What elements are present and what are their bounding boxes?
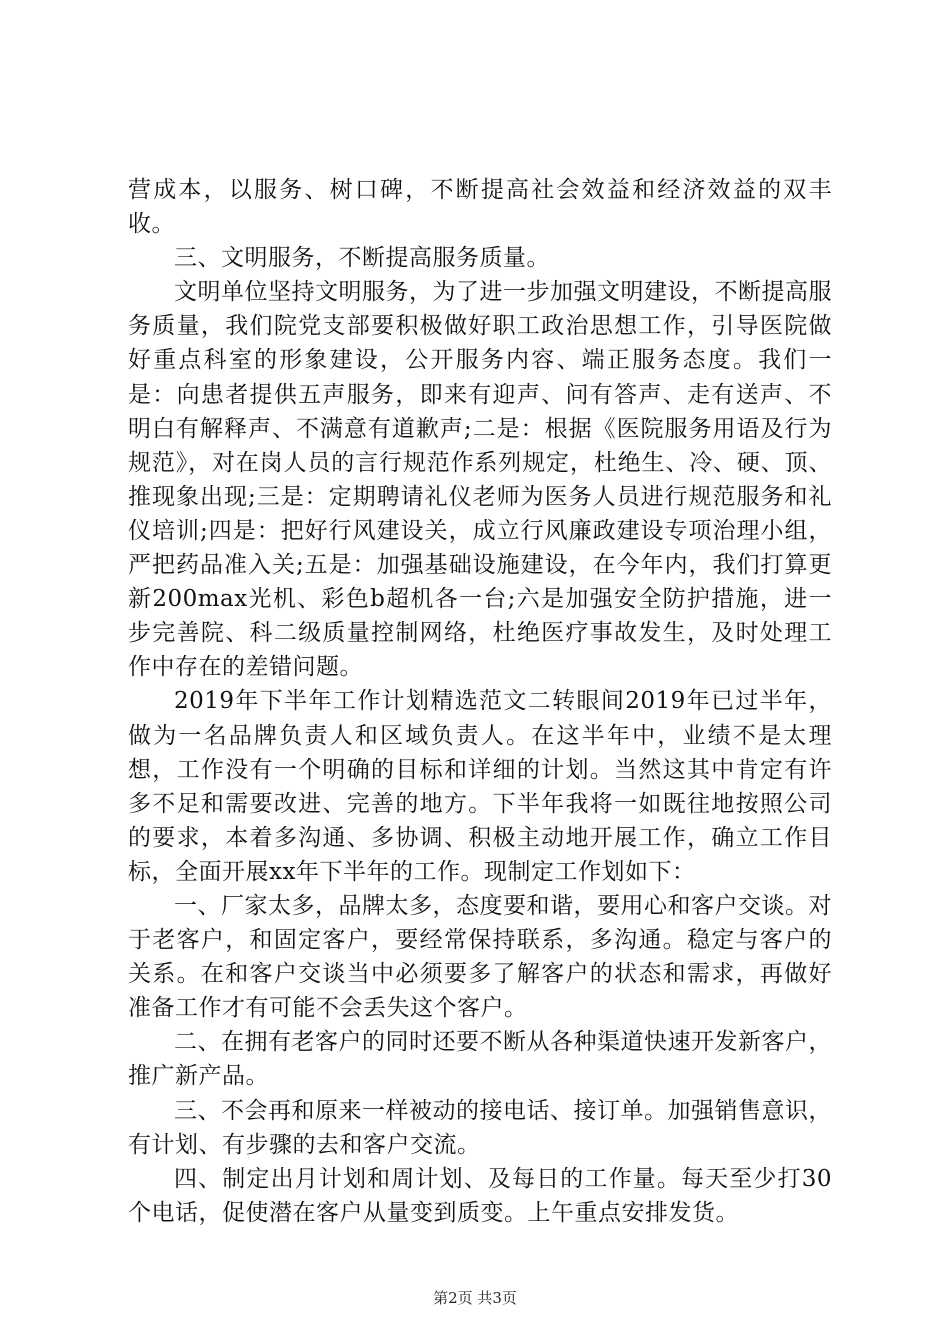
paragraph-item-two: 二、在拥有老客户的同时还要不断从各种渠道快速开发新客户，推广新产品。 — [128, 1029, 832, 1090]
paragraph-item-one: 一、厂家太多，品牌太多，态度要和谐，要用心和客户交谈。对于老客户，和固定客户，要经常保持联系，多沟通。稳定与客户的关系。在和客户交谈当中必须要多了解客户的状态和需求，再做好准备工作才有可能不会丢失这个客户。 — [128, 892, 832, 1022]
paragraph-item-three: 三、不会再和原来一样被动的接电话、接订单。加强销售意识，有计划、有步骤的去和客户交流。 — [128, 1097, 832, 1158]
paragraph-item-four: 四、制定出月计划和周计划、及每日的工作量。每天至少打30个电话，促使潜在客户从量变到质变。上午重点安排发货。 — [128, 1165, 832, 1226]
paragraph-civilized-service: 文明单位坚持文明服务，为了进一步加强文明建设，不断提高服务质量，我们院党支部要积极做好职工政治思想工作，引导医院做好重点科室的形象建设，公开服务内容、端正服务态度。我们一是：向患者提供五声服务，即来有迎声、问有答声、走有送声、不明白有解释声、不满意有道歉声;二是：根据《医院服务用语及行为规范》，对在岗人员的言行规范作系列规定，杜绝生、冷、硬、顶、推现象出现;三是：定期聘请礼仪老师为医务人员进行规范服务和礼仪培训;四是：把好行风建设关，成立行风廉政建设专项治理小组，严把药品准入关;五是：加强基础设施建设，在今年内，我们打算更新200max光机、彩色b超机各一台;六是加强安全防护措施，进一步完善院、科二级质量控制网络，杜绝医疗事故发生，及时处理工作中存在的差错问题。 — [128, 279, 832, 681]
section-heading-civilized-service: 三、文明服务，不断提高服务质量。 — [174, 245, 550, 272]
paragraph-plan-intro: 2019年下半年工作计划精选范文二转眼间2019年已过半年，做为一名品牌负责人和区域负责人。在这半年中，业绩不是太理想，工作没有一个明确的目标和详细的计划。当然这其中肯定有许多不足和需要改进、完善的地方。下半年我将一如既往地按照公司的要求，本着多沟通、多协调、积极主动地开展工作，确立工作目标，全面开展xx年下半年的工作。现制定工作划如下： — [128, 688, 832, 885]
document-body — [128, 173, 832, 1230]
paragraph-continued: 营成本，以服务、树口碑，不断提高社会效益和经济效益的双丰收。 — [128, 177, 832, 238]
page-footer: 第2页 共3页 — [433, 1289, 517, 1307]
